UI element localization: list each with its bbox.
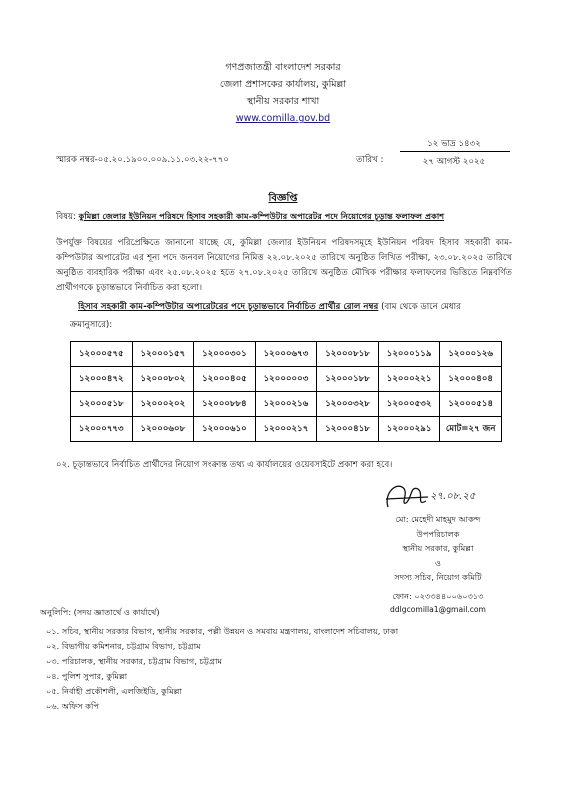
- roll-cell: ১২০০০৪৭২: [71, 367, 133, 392]
- roll-cell: ১২০০০৫৩২: [378, 392, 440, 417]
- item1-rest2: ক্রমানুসারে):: [70, 320, 113, 330]
- roll-cell: ১২০০০৪০৫: [194, 367, 256, 392]
- item1-rest: (বাম থেকে ডানে মেধার: [381, 302, 461, 312]
- copy-list: [46, 624, 546, 714]
- roll-cell: ১২০০০৫৭৫: [71, 342, 133, 367]
- roll-cell: ১২০০০১৫৭: [132, 342, 194, 367]
- signer-phone: ফোন: ০২৩৩৪৪০০৬০৩১৩: [392, 590, 484, 601]
- signer-title2: স্থানীয় সরকার, কুমিল্লা: [402, 543, 474, 553]
- header-office: জেলা প্রশাসকের কার্যালয়, কুমিল্লা: [219, 79, 347, 90]
- notice-title: বিজ্ঞপ্তি: [268, 193, 298, 204]
- roll-cell: ১২০০০৮১৮: [317, 342, 379, 367]
- signer-name: মো: মেহেদী মাহমুদ আকন্দ: [395, 514, 481, 524]
- roll-row: [71, 392, 502, 417]
- header-govt: গণপ্রজাতন্ত্রী বাংলাদেশ সরকার: [225, 62, 341, 73]
- date-label: তারিখ :: [356, 155, 384, 165]
- roll-cell: ১২০০০১২৬: [440, 342, 502, 367]
- roll-cell: ১২০০০৩২৮: [317, 392, 379, 417]
- subject-label: বিষয়:: [56, 212, 76, 222]
- roll-row: [71, 342, 502, 367]
- signer-title3: সদস্য সচিব, নিয়োগ কমিটি: [394, 572, 482, 582]
- roll-cell: মোট=২৭ জন: [440, 417, 502, 442]
- signature-date: ২৭.০৮.২৫: [430, 491, 476, 502]
- roll-cell: ১২০০০৪১৮: [317, 417, 379, 442]
- roll-cell: ১২০০০৭৭৩: [71, 417, 133, 442]
- copy-item: ০৪. পুলিশ সুপার, কুমিল্লা: [46, 671, 128, 681]
- date-bangla: ১২ ভাদ্র ১৪৩২: [427, 139, 481, 149]
- signer-email: ddlgcomilla1@gmail.com: [390, 605, 486, 614]
- roll-cell: ১২০০০২১৭: [255, 417, 317, 442]
- roll-cell: ১২০০০৫১৮: [71, 392, 133, 417]
- roll-cell: ১২০০০৮৮৪: [194, 392, 256, 417]
- roll-cell: ১২০০০৪০৪: [440, 367, 502, 392]
- signer-and: ও: [434, 557, 442, 568]
- memo-number: স্মারক নম্বর-০৫.২০.১৯০০.০০৯.১১.০৩.২২-৭৭০: [56, 155, 229, 165]
- header-branch: স্থানীয় সরকার শাখা: [246, 96, 320, 107]
- roll-cell: ১২০০০৬১০: [194, 417, 256, 442]
- handwritten-signature: [380, 477, 510, 517]
- subject-text: কুমিল্লা জেলার ইউনিয়ন পরিষদে হিসাব সহকারী কাম-কম্পিউটার অপারেটর পদে নিয়োগের চূড়ান্ত ফলাফল প্রকাশ: [78, 211, 445, 221]
- roll-cell: ১২০০০১৮৮: [317, 367, 379, 392]
- item1-heading: [78, 300, 512, 314]
- copy-heading: অনুলিপি: (সদয় জ্ঞাতার্থে ও কার্যার্থে): [40, 607, 160, 617]
- roll-cell: ১২০০০৫১৪: [440, 392, 502, 417]
- roll-cell: ১২০০০০০৩: [255, 367, 317, 392]
- roll-cell: ১২০০০২৯১: [378, 417, 440, 442]
- roll-table: [70, 341, 502, 442]
- website-link[interactable]: www.comilla.gov.bd: [235, 113, 331, 124]
- body-paragraph: উপর্যুক্ত বিষয়ের পরিপ্রেক্ষিতে জানানো যাচ্ছে যে, কুমিল্লা জেলার ইউনিয়ন পরিষদসমূহে ইউনিয়ন পরিষদ হিসাব সহকারী কাম-কম্পিউটার অপারেটর এর শূন্য পদে জনবল নিয়োগের নিমিত্ত ২২.০৮.২০২৫ তারিখে অনুষ্ঠিত লিখিত পরীক্ষা, ২৩.০৮.২০২৫ তারিখে অনুষ্ঠিত ব্যবহারিক পরীক্ষা এবং ২৫.০৮.২০২৫ হতে ২৭.০৮.২০২৫ তারিখে অনুষ্ঠিত মৌখিক পরীক্ষার ফলাফলের ভিত্তিতে নিম্নবর্ণিত প্রার্থীগণকে চূড়ান্তভাবে নির্বাচিত করা হলো।: [56, 238, 512, 293]
- copy-item: ০২. বিভাগীয় কমিশনার, চট্টগ্রাম বিভাগ, চট্টগ্রাম: [46, 641, 201, 651]
- roll-cell: ১২০০০৬০৮: [132, 417, 194, 442]
- date-divider: [400, 151, 510, 152]
- roll-cell: ১২০০০৩০১: [194, 342, 256, 367]
- item2-text: ০২. চূড়ান্তভাবে নির্বাচিত প্রার্থীদের নিয়োগ সংক্রান্ত তথ্য এ কার্যালয়ের ওয়েবসাইটে প্রকাশ করা হবে।: [56, 460, 393, 470]
- copy-item: ০১. সচিব, স্থানীয় সরকার বিভাগ, স্থানীয় সরকার, পল্লী উন্নয়ন ও সমবায় মন্ত্রণালয়, বাংলাদেশ সচিবালয়, ঢাকা: [46, 626, 399, 636]
- copy-item: ০৩. পরিচালক, স্থানীয় সরকার, চট্টগ্রাম বিভাগ, চট্টগ্রাম: [46, 656, 223, 666]
- item1-bold: হিসাব সহকারী কাম-কম্পিউটার অপারেটরের পদে চূড়ান্তভাবে নির্বাচিত প্রার্থীর রোল নম্বর: [78, 302, 379, 312]
- signature-block: [320, 512, 556, 618]
- copy-item: ০৬. অফিস কপি: [46, 701, 99, 711]
- copy-item: ০৫. নির্বাহী প্রকৌশলী, এলজিইডি, কুমিল্লা: [46, 686, 182, 696]
- roll-cell: ১২০০০১১৯: [378, 342, 440, 367]
- roll-row: [71, 367, 502, 392]
- signer-title1: উপপরিচালক: [416, 528, 460, 539]
- date-english: ২৭ আগস্ট ২০২৫: [422, 157, 486, 167]
- roll-cell: ১২০০০৮০২: [132, 367, 194, 392]
- subject-line: [56, 210, 444, 224]
- roll-cell: ১২০০০৬৭৩: [255, 342, 317, 367]
- roll-row: [71, 417, 502, 442]
- roll-cell: ১২০০০২১৬: [255, 392, 317, 417]
- roll-cell: ১২০০০২০২: [132, 392, 194, 417]
- roll-cell: ১২০০০২২১: [378, 367, 440, 392]
